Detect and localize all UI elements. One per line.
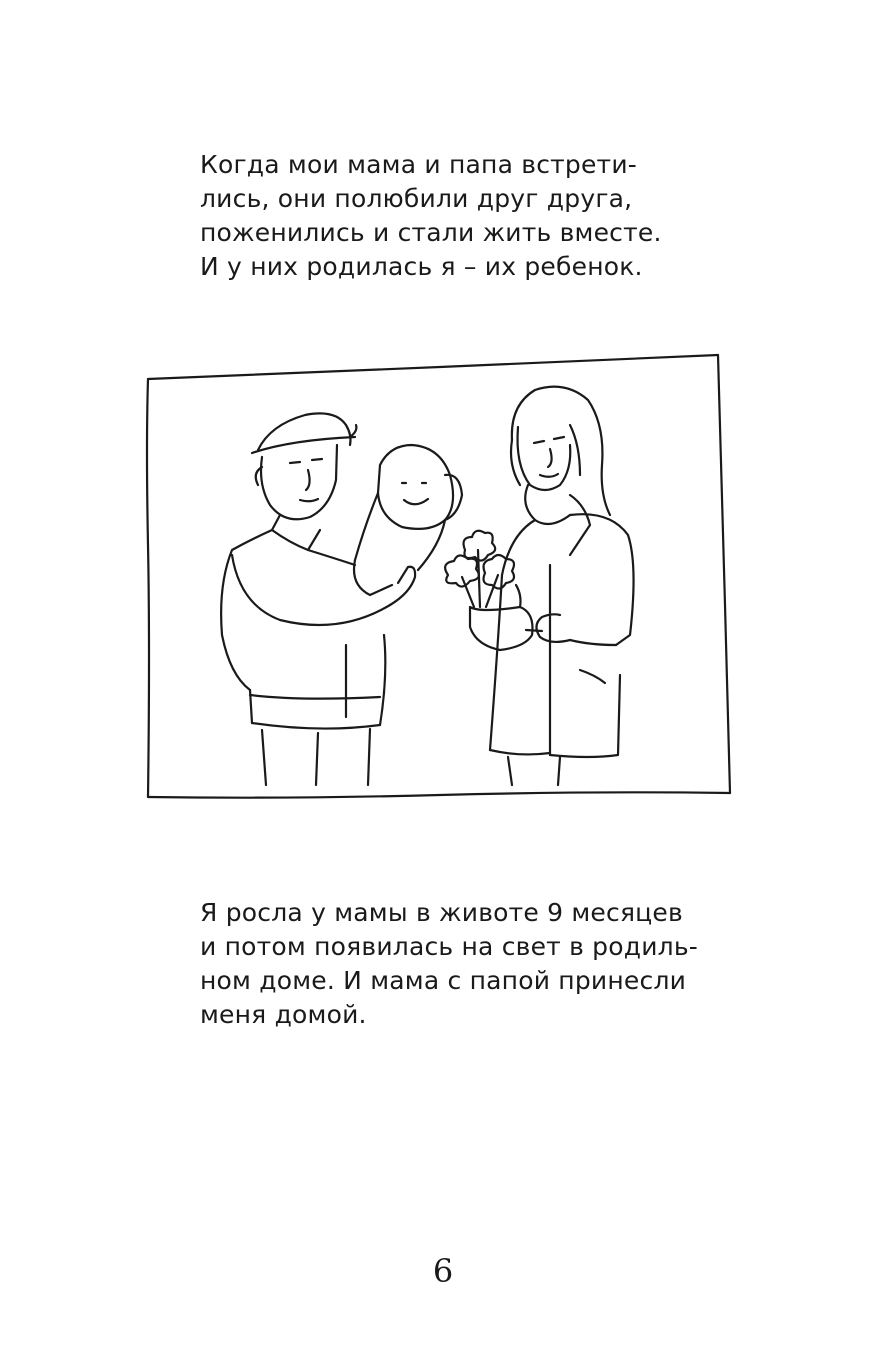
flowers [445, 531, 532, 650]
frame-left [147, 379, 149, 797]
father-figure [221, 413, 415, 785]
paragraph-first [200, 148, 680, 284]
text-line: Когда мои мама и папа встрети- [200, 150, 637, 179]
text-line: и потом появилась на свет в родиль- [200, 932, 698, 961]
family-illustration [140, 345, 740, 805]
text-line: Я росла у мамы в животе 9 месяцев [200, 898, 683, 927]
text-line: ном доме. И мама с папой принесли [200, 966, 687, 995]
frame-right [718, 355, 730, 793]
frame-top [148, 355, 718, 379]
paragraph-second [200, 896, 698, 1032]
page-number: 6 [432, 1252, 454, 1290]
frame-bottom [148, 792, 730, 797]
text-line: поженились и стали жить вместе. [200, 218, 662, 247]
text-line: меня домой. [200, 1000, 367, 1029]
mother-figure [490, 387, 634, 785]
text-line: лись, они полюбили друг друга, [200, 184, 633, 213]
text-line: И у них родилась я – их ребенок. [200, 252, 643, 281]
